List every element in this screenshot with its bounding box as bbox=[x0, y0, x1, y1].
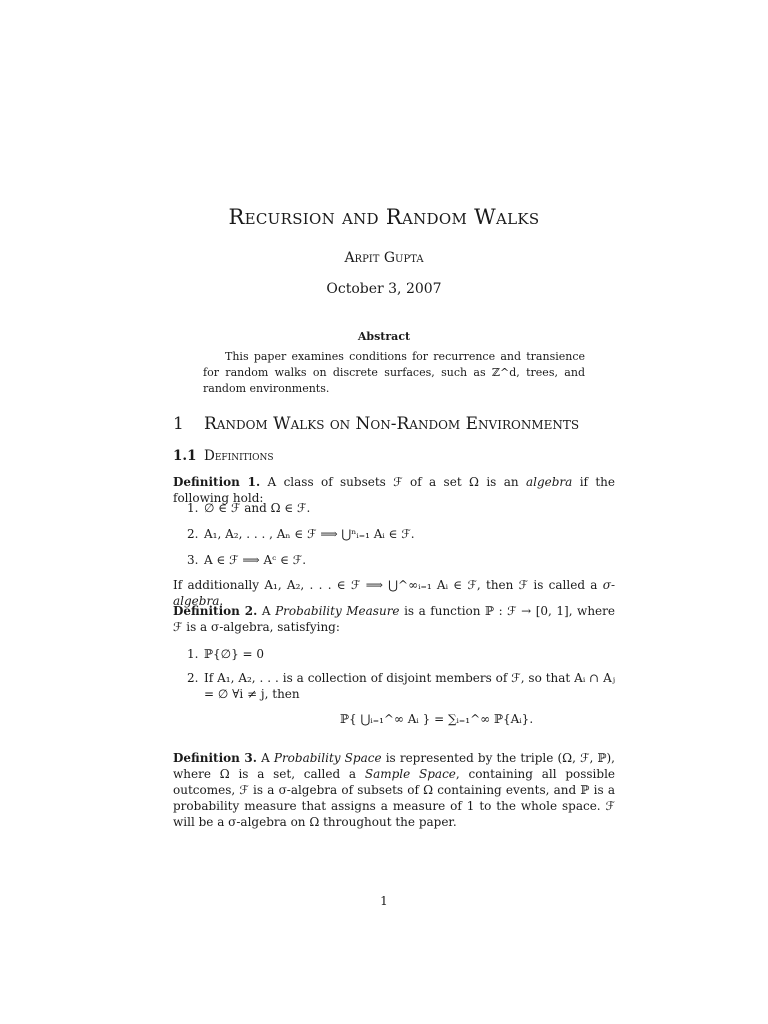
paper-date: October 3, 2007 bbox=[326, 281, 442, 297]
subsection-heading bbox=[173, 448, 274, 464]
abstract-text: This paper examines conditions for recurrence and transience for random walks on discrete surfaces, such as ℤ^d, trees, and random environments. bbox=[203, 350, 585, 395]
definition-2-item-1: 1. ℙ{∅} = 0 bbox=[187, 647, 265, 661]
definition-1-item-3-text: A ∈ ℱ ⟹ Aᶜ ∈ ℱ. bbox=[204, 553, 307, 567]
definition-1-item-1: 1. ∅ ∈ ℱ and Ω ∈ ℱ. bbox=[187, 501, 311, 515]
definition-3-label: Definition 3. bbox=[173, 751, 257, 765]
sigma-algebra-text-b: . bbox=[219, 594, 224, 608]
definition-3-term-1: Probability Space bbox=[273, 751, 382, 765]
definition-3-term-2: Sample Space bbox=[364, 767, 456, 781]
subsection-number: 1.1 bbox=[173, 448, 197, 464]
definition-1-label: Definition 1. bbox=[173, 475, 261, 489]
definition-2-label: Definition 2. bbox=[173, 604, 258, 618]
abstract-heading: Abstract bbox=[357, 330, 411, 343]
definition-2-text-a: A bbox=[261, 604, 276, 618]
definition-1-text-a: A class of subsets ℱ of a set Ω is an bbox=[267, 475, 526, 489]
subsection-title: Definitions bbox=[204, 448, 274, 464]
definition-1-item-2: 2. A₁, A₂, . . . , Aₙ ∈ ℱ ⟹ ⋃ⁿᵢ₌₁ Aᵢ ∈ ℱ. bbox=[187, 527, 415, 541]
section-heading bbox=[173, 414, 579, 434]
definition-3-text-b: is represented by the triple (Ω, ℱ, ℙ), where Ω is a set, called a bbox=[173, 751, 615, 781]
definition-2-item-1-text: ℙ{∅} = 0 bbox=[204, 647, 265, 661]
definition-2 bbox=[173, 603, 615, 635]
author-name: Arpit Gupta bbox=[344, 250, 424, 266]
page-number: 1 bbox=[380, 894, 388, 908]
definition-1-text-b: if the following hold: bbox=[173, 475, 616, 505]
paper-title: Recursion and Random Walks bbox=[228, 205, 540, 229]
sigma-algebra-term: σ-algebra bbox=[173, 578, 615, 608]
definition-3-text-c: , containing all possible outcomes, ℱ is a σ-algebra of subsets of Ω containing events, and ℙ is a probability measure that assigns a measure of 1 to the whole space. ℱ will be a σ-algebra on Ω throughout the paper. bbox=[173, 767, 616, 829]
definition-2-item-2-text: If A₁, A₂, . . . is a collection of disjoint members of ℱ, so that Aᵢ ∩ Aⱼ = ∅ ∀i ≠ j, then bbox=[204, 671, 615, 701]
definition-3 bbox=[173, 750, 615, 830]
definition-2-text-b: is a function ℙ : ℱ → [0, 1], where ℱ is a σ-algebra, satisfying: bbox=[173, 604, 615, 634]
definition-2-item-2: 2. bbox=[187, 671, 199, 685]
definition-1-item-2-text: A₁, A₂, . . . , Aₙ ∈ ℱ ⟹ ⋃ⁿᵢ₌₁ Aᵢ ∈ ℱ. bbox=[204, 527, 415, 541]
definition-1-item-1-text: ∅ ∈ ℱ and Ω ∈ ℱ. bbox=[204, 501, 311, 515]
definition-1-item-3: 3. A ∈ ℱ ⟹ Aᶜ ∈ ℱ. bbox=[187, 553, 307, 567]
definition-3-text-a: A bbox=[261, 751, 274, 765]
section-title: Random Walks on Non-Random Environments bbox=[204, 414, 580, 434]
definition-1-term: algebra bbox=[525, 475, 573, 489]
sigma-algebra-text-a: If additionally A₁, A₂, . . . ∈ ℱ ⟹ ⋃^∞ᵢ₌₁ Aᵢ ∈ ℱ, then ℱ is called a bbox=[173, 578, 603, 592]
definition-2-term: Probability Measure bbox=[275, 604, 400, 618]
display-equation: ℙ{ ⋃ᵢ₌₁^∞ Aᵢ } = ∑ᵢ₌₁^∞ ℙ{Aᵢ}. bbox=[340, 712, 534, 726]
section-number: 1 bbox=[173, 414, 184, 434]
